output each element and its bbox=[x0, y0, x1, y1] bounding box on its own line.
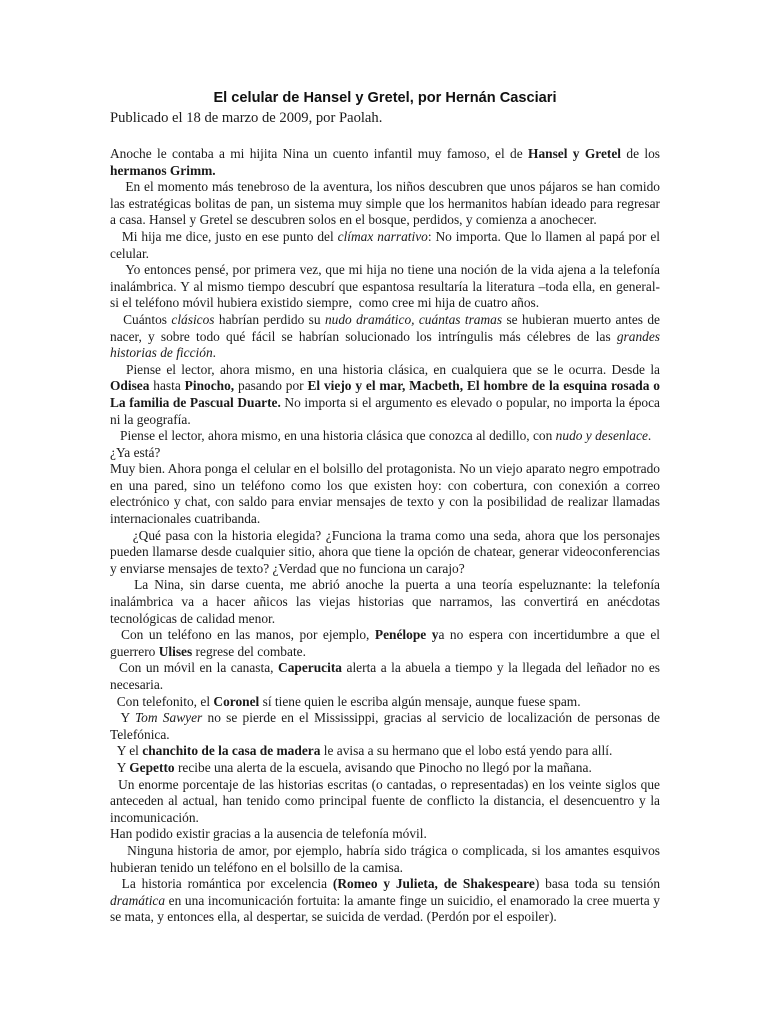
article-body bbox=[110, 146, 664, 926]
paragraph bbox=[110, 710, 664, 743]
paragraph bbox=[110, 627, 664, 660]
byline: Publicado el 18 de marzo de 2009, por Paolah. bbox=[110, 110, 383, 126]
paragraph bbox=[110, 146, 664, 179]
paragraph bbox=[110, 179, 664, 229]
bold-text: Hansel y Gretel bbox=[528, 146, 622, 161]
bold-text: Caperucita bbox=[278, 660, 342, 676]
text-run: habrían perdido su bbox=[214, 311, 325, 327]
paragraph bbox=[110, 876, 664, 926]
text-run: sí tiene quien le escriba algún mensaje, aunque fuese spam. bbox=[259, 693, 581, 709]
text-run: Y el bbox=[110, 743, 143, 759]
paragraph bbox=[110, 461, 664, 527]
text-run: Mi hija me dice, justo en ese punto del bbox=[110, 228, 338, 244]
text-run: La historia romántica por excelencia bbox=[110, 876, 333, 892]
bold-text: chanchito de la casa de madera bbox=[142, 743, 321, 759]
paragraph bbox=[110, 311, 664, 362]
text-run: Y bbox=[110, 710, 135, 726]
document-page bbox=[110, 88, 664, 926]
text-run: Anoche le contaba a mi hijita Nina un cuento infantil muy famoso, el de bbox=[110, 146, 529, 161]
bold-text: hermanos Grimm. bbox=[110, 162, 216, 178]
italic-text: nudo y desenlace bbox=[555, 428, 648, 444]
bold-text: El viejo y el mar, Macbeth, El hombre de la esquina rosada o La familia de Pascual Duarte. bbox=[110, 378, 664, 410]
bold-text: (Romeo y Julieta, de Shakespeare bbox=[332, 876, 535, 892]
bold-text: Coronel bbox=[213, 693, 260, 709]
paragraph bbox=[110, 743, 660, 760]
text-run: Yo entonces pensé, por primera vez, que mi hija no tiene una noción de la vida ajena a la telefonía inalámbrica. Y al mismo tiempo descubrí que espantosa resultaría la literatura –toda ella, en general- si el teléfono móvil hubiera existido siempre, como cree mi hija de cuatro años. bbox=[110, 262, 664, 311]
text-run: Un enorme porcentaje de las historias escritas (o cantadas, o representadas) en los veinte siglos que anteceden al actual, han tenido como principal fuente de conflicto la distancia, el desencuentro y la incomunicación. bbox=[110, 776, 664, 825]
text-run: se hubieran muerto antes de nacer, y sobre todo qué fácil se habrían solucionado los intríngulis más célebres de las bbox=[110, 311, 664, 344]
text-run: Y bbox=[110, 759, 130, 775]
text-run: Muy bien. Ahora ponga el celular en el bolsillo del protagonista. No un viejo aparato negro empotrado en una pared, sino un teléfono como los que existen hoy: con cobertura, con conexión a correo electrónico y chat, con saldo para enviar mensajes de texto y con la posibilidad de realizar llamadas internacionales cuatribanda. bbox=[110, 461, 664, 527]
italic-text: nudo dramático, cuántas tramas bbox=[324, 311, 503, 327]
text-run: no se pierde en el Mississippi, gracias al servicio de localización de personas de Telefónica. bbox=[110, 710, 664, 742]
italic-text: Tom Sawyer bbox=[134, 710, 203, 726]
text-run: pasando por bbox=[234, 378, 308, 394]
text-run: En el momento más tenebroso de la aventura, los niños descubren que unos pájaros se han comido las estratégicas bolitas de pan, un sistema muy simple que los hermanitos habían ideado para regresar a casa. Hansel y Gretel se descubren solos en el bosque, perdidos, y comienza a anochecer. bbox=[110, 179, 664, 228]
text-run: Han podido existir gracias a la ausencia de telefonía móvil. bbox=[110, 826, 427, 842]
text-run: No importa si el argumento es elevado o popular, no importa la época ni la geografía. bbox=[110, 394, 664, 427]
paragraph bbox=[110, 826, 660, 843]
text-run: Con un móvil en la canasta, bbox=[110, 660, 279, 676]
text-run: de los bbox=[621, 146, 664, 161]
paragraph bbox=[110, 660, 664, 693]
text-run: . bbox=[647, 428, 652, 444]
text-run: ) basa toda su tensión bbox=[534, 876, 664, 892]
bold-text: Odisea bbox=[110, 378, 150, 394]
text-run: en una incomunicación fortuita: la amante finge un suicidio, el enamorado la cree muerta y se mata, y entonces ella, al despertar, se suicida de verdad. (Perdón por el espoiler). bbox=[110, 892, 664, 925]
text-run: Cuántos bbox=[110, 311, 172, 327]
text-run: ¿Ya está? bbox=[110, 444, 161, 460]
text-run: le avisa a su hermano que el lobo está yendo para allí. bbox=[320, 743, 613, 759]
document-title: El celular de Hansel y Gretel, por Hernán Casciari bbox=[213, 90, 557, 106]
text-run: Con un teléfono en las manos, por ejemplo, bbox=[110, 627, 375, 643]
text-run: : No importa. Que lo llamen al papá por el celular. bbox=[110, 228, 664, 261]
text-run: ¿Qué pasa con la historia elegida? ¿Funciona la trama como una seda, ahora que los personajes pueden llamarse desde cualquier sitio, ahora que tiene la opción de chatear, generar videoconferencias y enviarse mensajes de texto? ¿Verdad que no funciona un carajo? bbox=[110, 527, 664, 576]
paragraph bbox=[110, 228, 664, 262]
paragraph bbox=[110, 361, 664, 428]
bold-text: Ulises bbox=[158, 643, 193, 659]
text-run: Con telefonito, el bbox=[110, 693, 214, 709]
text-run: a no espera con incertidumbre a que el guerrero bbox=[110, 627, 664, 659]
text-run: alerta a la abuela a tiempo y la llegada del leñador no es necesaria. bbox=[110, 660, 664, 692]
bold-text: Pinocho, bbox=[184, 378, 235, 394]
bold-text: Gepetto bbox=[129, 759, 175, 775]
text-run: Piense el lector, ahora mismo, en una historia clásica que conozca al dedillo, con bbox=[110, 428, 556, 444]
paragraph bbox=[110, 445, 660, 462]
italic-text: clímax narrativo bbox=[337, 228, 428, 244]
paragraph bbox=[110, 577, 664, 627]
text-run: . bbox=[212, 345, 217, 361]
text-run: Ninguna historia de amor, por ejemplo, habría sido trágica o complicada, si los amantes esquivos hubieran tenido un teléfono en el bolsillo de la camisa. bbox=[110, 842, 664, 875]
italic-text: grandes historias de ficción bbox=[110, 328, 664, 361]
paragraph bbox=[110, 527, 664, 578]
paragraph bbox=[110, 842, 664, 876]
text-run: recibe una alerta de la escuela, avisando que Pinocho no llegó por la mañana. bbox=[174, 759, 592, 775]
bold-text: Penélope y bbox=[374, 627, 439, 643]
italic-text: dramática bbox=[110, 892, 166, 908]
text-run: hasta bbox=[149, 378, 185, 394]
paragraph bbox=[110, 694, 660, 711]
italic-text: clásicos bbox=[171, 311, 215, 327]
text-run: Piense el lector, ahora mismo, en una historia clásica, en cualquiera que se le ocurra. Desde la bbox=[110, 361, 664, 377]
text-run: regrese del combate. bbox=[192, 643, 306, 659]
paragraph bbox=[110, 262, 664, 312]
text-run: La Nina, sin darse cuenta, me abrió anoche la puerta a una teoría espeluznante: la telefonía inalámbrica va a hacer añicos las viejas historias que narramos, las convertirá en anécdotas tecnológicas de calidad menor. bbox=[110, 577, 664, 626]
paragraph bbox=[110, 760, 660, 777]
paragraph bbox=[110, 776, 664, 827]
paragraph bbox=[110, 428, 660, 445]
